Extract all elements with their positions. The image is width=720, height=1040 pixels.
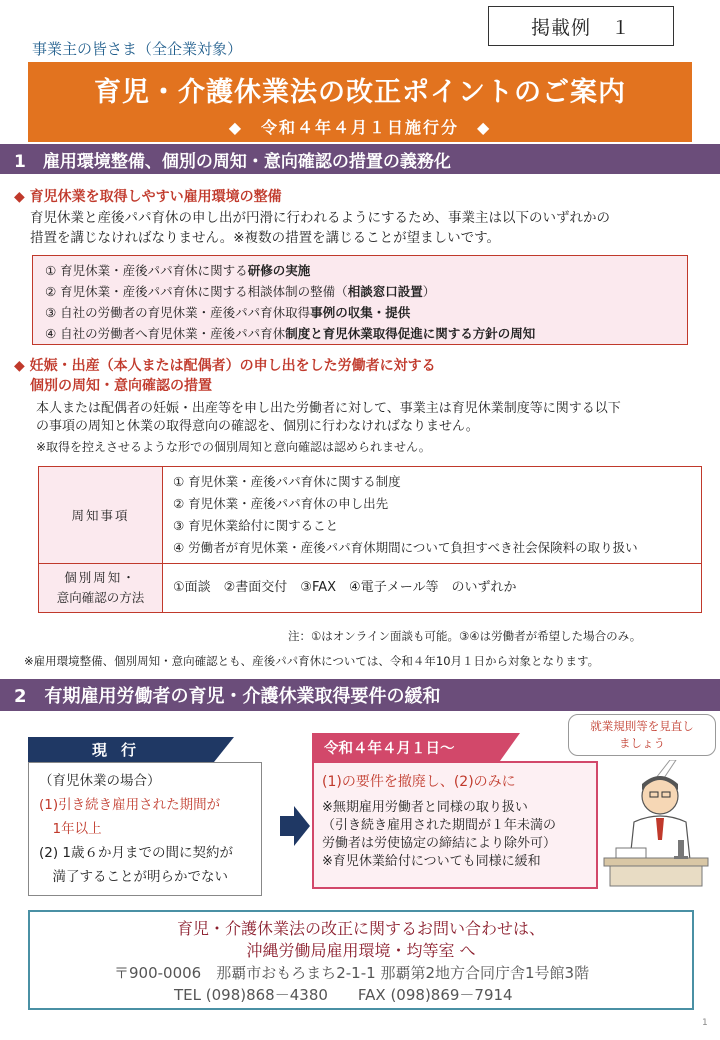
- new-rule-note: 労働者は労使協定の締結により除外可）: [322, 836, 557, 851]
- notice-item: ③ 育児休業給付に関すること: [173, 518, 339, 533]
- page-title: 育児・介護休業法の改正ポイントのご案内: [94, 77, 626, 108]
- new-rule-note: ※無期雇用労働者と同様の取り扱い: [322, 800, 528, 815]
- requirement-line: 1年以上: [39, 821, 102, 837]
- bubble-line: ましょう: [619, 736, 665, 750]
- measure-item: ③ 自社の労働者の育児休業・産後パパ育休取得事例の収集・提供: [45, 305, 411, 320]
- paragraph-line: 本人または配偶者の妊娠・出産等を申し出た労働者に対して、事業主は育児休業制度等に関する以下: [36, 401, 621, 416]
- table-row: [39, 467, 702, 564]
- contact-phone-fax: TEL (098)868－4380 FAX (098)869－7914: [174, 986, 513, 1004]
- measure-item: ② 育児休業・産後パパ育休に関する相談体制の整備（相談窓口設置）: [45, 284, 436, 299]
- officer-at-desk-icon: [600, 760, 712, 890]
- title-banner: [28, 62, 692, 142]
- contact-box: [28, 910, 694, 1010]
- requirement-line: (1)引き続き雇用された期間が: [39, 797, 221, 813]
- label-line: 意向確認の方法: [56, 590, 145, 605]
- table-value: [163, 467, 702, 564]
- new-rule-tab: 令和４年４月１日～: [312, 733, 500, 761]
- notice-item: ① 育児休業・産後パパ育休に関する制度: [173, 474, 401, 489]
- requirement-line: （育児休業の場合）: [39, 773, 161, 789]
- paragraph-line: 育児休業と産後パパ育休の申し出が円滑に行われるようにするため、事業主は以下のいずれかの: [30, 210, 610, 226]
- section1-paragraph-2: [36, 400, 621, 456]
- subheading-line: ◆ 妊娠・出産（本人または配偶者）の申し出をした労働者に対する: [14, 358, 436, 374]
- section1-subheading-1: ◆ 育児休業を取得しやすい雇用環境の整備: [14, 189, 282, 205]
- table-label: 周知事項: [39, 467, 163, 564]
- current-requirements-box: [28, 762, 262, 896]
- notice-table: [38, 466, 702, 613]
- table-value: ①面談 ②書面交付 ③FAX ④電子メール等 のいずれか: [163, 564, 702, 613]
- section2-heading: 2 有期雇用労働者の育児・介護休業取得要件の緩和: [0, 679, 720, 711]
- requirement-line: (2) 1歳６か月までの間に契約が: [39, 845, 234, 861]
- measure-item: ④ 自社の労働者へ育児休業・産後パパ育休制度と育児休業取得促進に関する方針の周知: [45, 326, 536, 341]
- effective-date: ◆ 令和４年４月１日施行分 ◆: [228, 118, 492, 137]
- notice-item: ② 育児休業・産後パパ育休の申し出先: [173, 496, 389, 511]
- measure-item: ① 育児休業・産後パパ育休に関する研修の実施: [45, 263, 311, 278]
- contact-office: 沖縄労働局雇用環境・均等室 へ: [246, 941, 476, 960]
- subheading-line: 個別の周知・意向確認の措置: [30, 378, 212, 394]
- measures-box: [32, 255, 688, 345]
- notice-item: ④ 労働者が育児休業・産後パパ育休期間について負担すべき社会保険料の取り扱い: [173, 540, 638, 555]
- speech-bubble: [568, 714, 716, 756]
- contact-address: 〒900-0006 那覇市おもろまち2-1-1 那覇第2地方合同庁舎1号館3階: [114, 964, 590, 982]
- paragraph-line: 措置を講じなければなりません。※複数の措置を講じることが望ましいです。: [30, 230, 501, 246]
- current-tab: 現行: [28, 737, 214, 762]
- example-tag: 掲載例 １: [488, 6, 674, 46]
- paragraph-line: の事項の周知と休業の取得意向の確認を、個別に行わなければなりません。: [36, 419, 479, 434]
- bubble-line: 就業規則等を見直し: [590, 719, 694, 733]
- paragraph-note: ※取得を控えさせるような形での個別周知と意向確認は認められません。: [36, 440, 431, 454]
- section1-subheading-2: [14, 356, 436, 396]
- section1-paragraph-1: [30, 208, 610, 248]
- contact-line-1: 育児・介護休業法の改正に関するお問い合わせは、: [176, 919, 545, 938]
- new-rule-note: ※育児休業給付についても同様に緩和: [322, 854, 541, 869]
- table-row: [39, 564, 702, 613]
- audience-label: 事業主の皆さま（全企業対象）: [32, 40, 243, 58]
- table-label: [39, 564, 163, 613]
- label-line: 個別周知・: [64, 570, 137, 585]
- footnote-2: ※雇用環境整備、個別周知・意向確認とも、産後パパ育休については、令和４年10月１日から対象となります。: [24, 654, 600, 668]
- page-number: 1: [702, 1018, 708, 1028]
- footnote-1: 注：①はオンライン面談も可能。③④は労働者が希望した場合のみ。: [288, 629, 642, 643]
- requirement-line: 満了することが明らかでない: [39, 869, 228, 885]
- new-requirements-box: [312, 761, 598, 889]
- section1-heading: 1 雇用環境整備、個別の周知・意向確認の措置の義務化: [0, 144, 720, 174]
- arrow-right-icon: [280, 806, 310, 846]
- new-rule-note: （引き続き雇用された期間が１年未満の: [322, 818, 557, 833]
- new-rule-main: (1)の要件を撤廃し、(2)のみに: [322, 774, 516, 790]
